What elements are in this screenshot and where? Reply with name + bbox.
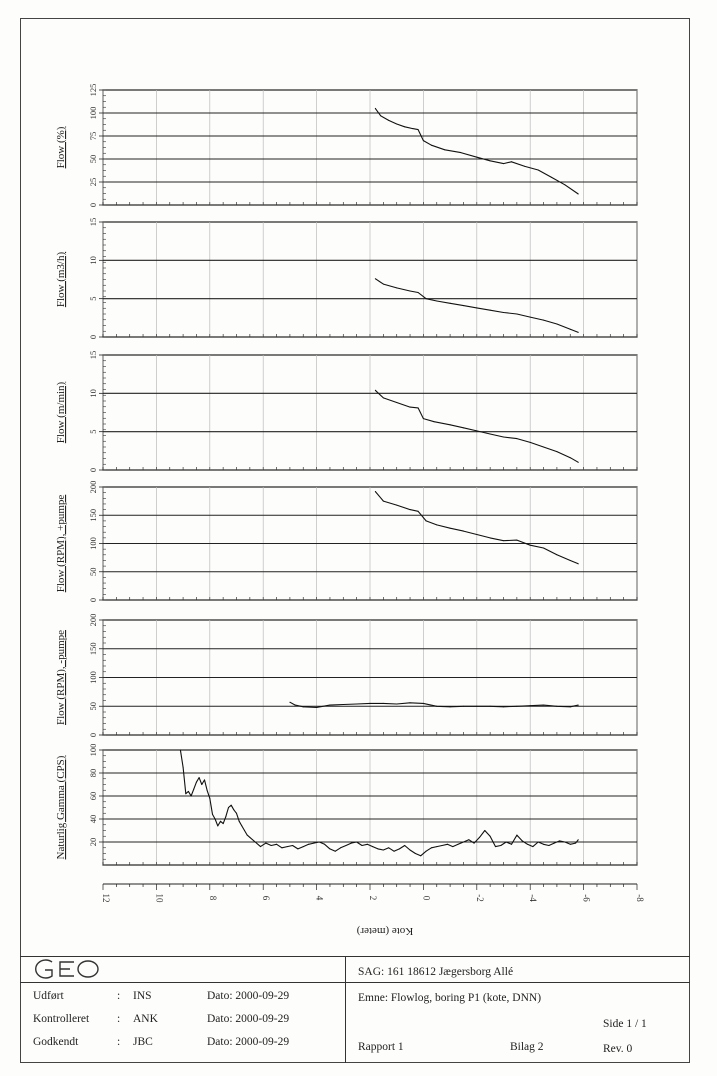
data-point — [506, 842, 507, 843]
data-point — [255, 842, 256, 843]
data-point — [538, 842, 539, 843]
role-colon: : — [117, 1036, 121, 1048]
data-point — [476, 307, 477, 308]
data-point — [388, 120, 389, 121]
y-tick-label: 100 — [88, 743, 98, 757]
footer-emne-line — [345, 982, 690, 983]
chart-panel — [55, 614, 637, 738]
data-point — [530, 545, 531, 546]
data-point — [490, 836, 491, 837]
data-point — [543, 705, 544, 706]
data-point — [490, 537, 491, 538]
data-point — [516, 438, 517, 439]
data-point — [233, 809, 234, 810]
data-point — [426, 851, 427, 852]
y-tick-label: 75 — [88, 131, 98, 141]
date: Dato: 2000-09-29 — [207, 990, 290, 1002]
x-tick-label: 10 — [154, 893, 165, 903]
x-axis-label: Kote (meter) — [356, 925, 414, 937]
data-point — [463, 531, 464, 532]
y-axis-label: Naturlig Gamma (CPS) — [55, 755, 67, 860]
data-point — [375, 108, 376, 109]
data-point — [404, 845, 405, 846]
data-point — [180, 750, 181, 751]
data-point — [423, 418, 424, 419]
data-point — [476, 157, 477, 158]
y-tick-label: 0 — [88, 467, 98, 473]
data-point — [260, 846, 261, 847]
data-point — [490, 433, 491, 434]
data-point — [556, 706, 557, 707]
data-point — [524, 166, 525, 167]
data-point — [516, 835, 517, 836]
data-point — [223, 823, 224, 824]
data-point — [410, 702, 411, 703]
data-point — [380, 115, 381, 116]
data-point — [532, 846, 533, 847]
data-point — [548, 845, 549, 846]
data-point — [281, 847, 282, 848]
data-point — [410, 509, 411, 510]
data-point — [578, 563, 579, 564]
data-point — [231, 805, 232, 806]
data-point — [249, 837, 250, 838]
y-tick-label: 20 — [88, 837, 98, 847]
data-point — [247, 835, 248, 836]
initials: JBC — [133, 1036, 153, 1048]
y-tick-label: 50 — [88, 567, 98, 576]
data-point — [503, 706, 504, 707]
data-point — [570, 844, 571, 845]
y-tick-label: 0 — [88, 732, 98, 738]
data-point — [556, 554, 557, 555]
data-point — [578, 705, 579, 706]
data-point — [201, 784, 202, 785]
data-point — [196, 782, 197, 783]
chart-panel — [55, 84, 637, 208]
data-point — [396, 505, 397, 506]
data-point — [490, 310, 491, 311]
y-tick-label: 50 — [88, 702, 98, 711]
data-point — [426, 298, 427, 299]
data-point — [295, 705, 296, 706]
data-point — [265, 843, 266, 844]
data-point — [570, 329, 571, 330]
y-tick-label: 100 — [88, 106, 98, 120]
x-axis — [101, 884, 645, 937]
role-colon: : — [117, 990, 121, 1002]
data-point — [289, 702, 290, 703]
data-point — [444, 149, 445, 150]
data-point — [383, 501, 384, 502]
geo-logo — [30, 958, 110, 980]
x-tick-label: -6 — [581, 894, 592, 902]
bilag-text: Bilag 2 — [510, 1041, 544, 1053]
footer-sag-line — [345, 956, 690, 957]
data-point — [415, 853, 416, 854]
data-point — [436, 706, 437, 707]
y-tick-label: 5 — [88, 429, 98, 434]
data-point — [340, 847, 341, 848]
footer-column-divider — [345, 956, 346, 1063]
data-point — [543, 447, 544, 448]
y-tick-label: 0 — [88, 334, 98, 340]
y-tick-label: 125 — [88, 83, 98, 97]
data-point — [530, 705, 531, 706]
data-point — [329, 848, 330, 849]
data-point — [460, 152, 461, 153]
data-point — [399, 848, 400, 849]
y-tick-label: 150 — [88, 508, 98, 522]
data-point — [570, 457, 571, 458]
y-tick-label: 200 — [88, 480, 98, 494]
data-point — [468, 839, 469, 840]
data-point — [503, 540, 504, 541]
date: Dato: 2000-09-29 — [207, 1036, 290, 1048]
data-point — [476, 706, 477, 707]
data-point — [185, 793, 186, 794]
data-point — [410, 850, 411, 851]
x-tick-label: -4 — [528, 894, 539, 902]
data-point — [442, 845, 443, 846]
side-text: Side 1 / 1 — [603, 1018, 647, 1030]
data-point — [458, 844, 459, 845]
data-point — [217, 825, 218, 826]
data-point — [356, 842, 357, 843]
data-point — [450, 706, 451, 707]
data-point — [404, 126, 405, 127]
data-point — [543, 548, 544, 549]
data-point — [450, 424, 451, 425]
data-point — [215, 819, 216, 820]
data-point — [207, 790, 208, 791]
x-tick-label: 6 — [261, 895, 272, 901]
data-point — [276, 844, 277, 845]
x-tick-label: 12 — [101, 893, 111, 903]
data-point — [426, 520, 427, 521]
data-point — [450, 303, 451, 304]
initials: INS — [133, 990, 152, 1002]
data-point — [420, 855, 421, 856]
data-point — [271, 845, 272, 846]
data-point — [244, 830, 245, 831]
data-point — [383, 397, 384, 398]
sag-text: SAG: 161 18612 Jægersborg Allé — [358, 966, 514, 978]
data-point — [503, 437, 504, 438]
y-axis-label: Flow (m/min) — [55, 381, 67, 444]
data-point — [228, 807, 229, 808]
data-point — [418, 129, 419, 130]
data-point — [570, 560, 571, 561]
data-point — [463, 706, 464, 707]
data-point — [556, 323, 557, 324]
data-point — [396, 402, 397, 403]
data-point — [474, 843, 475, 844]
data-point — [479, 837, 480, 838]
data-point — [418, 511, 419, 512]
data-point — [361, 845, 362, 846]
x-tick-label: 2 — [368, 895, 378, 901]
data-point — [324, 844, 325, 845]
y-tick-label: 200 — [88, 613, 98, 627]
data-point — [578, 462, 579, 463]
data-point — [431, 847, 432, 848]
chart-panel — [55, 351, 637, 472]
data-point — [476, 430, 477, 431]
data-point — [436, 524, 437, 525]
emne-text: Emne: Flowlog, boring P1 (kote, DNN) — [358, 992, 542, 1004]
data-point — [303, 706, 304, 707]
data-point — [410, 407, 411, 408]
data-point — [204, 779, 205, 780]
chart-panel — [55, 744, 637, 865]
rev-text: Rev. 0 — [603, 1043, 633, 1055]
data-point — [527, 844, 528, 845]
data-point — [292, 845, 293, 846]
data-point — [351, 843, 352, 844]
data-point — [370, 703, 371, 704]
data-point — [383, 703, 384, 704]
y-axis-label: Flow (m3/h) — [55, 251, 67, 308]
data-point — [578, 193, 579, 194]
data-point — [516, 314, 517, 315]
data-point — [423, 703, 424, 704]
data-point — [575, 843, 576, 844]
data-point — [564, 842, 565, 843]
data-point — [193, 789, 194, 790]
data-point — [490, 160, 491, 161]
y-axis-label: Flow (%) — [55, 126, 67, 169]
data-point — [394, 851, 395, 852]
data-point — [297, 848, 298, 849]
y-axis-label: Flow (RPM), -pumpe — [55, 629, 67, 726]
y-tick-label: 100 — [88, 671, 98, 684]
role-label: Kontrolleret — [33, 1013, 90, 1025]
x-tick-label: -8 — [635, 894, 645, 902]
data-point — [434, 421, 435, 422]
data-point — [303, 846, 304, 847]
data-point — [343, 704, 344, 705]
data-point — [463, 305, 464, 306]
data-point — [396, 124, 397, 125]
data-point — [551, 177, 552, 178]
data-point — [554, 843, 555, 844]
data-point — [225, 816, 226, 817]
data-point — [500, 845, 501, 846]
role-label: Udført — [33, 990, 64, 1002]
data-point — [511, 161, 512, 162]
data-point — [188, 791, 189, 792]
data-point — [423, 140, 424, 141]
role-colon: : — [117, 1013, 121, 1025]
y-axis-label: Flow (RPM), +pumpe — [55, 494, 67, 593]
y-tick-label: 80 — [88, 768, 98, 778]
data-point — [452, 846, 453, 847]
data-point — [287, 846, 288, 847]
data-point — [503, 163, 504, 164]
data-point — [463, 427, 464, 428]
data-point — [319, 842, 320, 843]
data-point — [522, 840, 523, 841]
data-point — [239, 821, 240, 822]
data-point — [316, 707, 317, 708]
data-point — [495, 846, 496, 847]
data-point — [511, 844, 512, 845]
data-point — [490, 706, 491, 707]
data-point — [556, 451, 557, 452]
y-tick-label: 40 — [88, 814, 98, 824]
data-point — [412, 128, 413, 129]
initials: ANK — [133, 1013, 158, 1025]
chart-panel — [55, 481, 637, 603]
data-point — [564, 184, 565, 185]
data-point — [199, 777, 200, 778]
rapport-text: Rapport 1 — [358, 1041, 404, 1053]
data-point — [191, 796, 192, 797]
data-point — [209, 798, 210, 799]
data-point — [313, 843, 314, 844]
data-point — [410, 291, 411, 292]
y-tick-label: 5 — [88, 296, 98, 301]
data-point — [543, 320, 544, 321]
y-tick-label: 15 — [88, 217, 98, 227]
data-point — [503, 312, 504, 313]
data-point — [241, 825, 242, 826]
data-point — [578, 839, 579, 840]
data-point — [388, 847, 389, 848]
data-point — [383, 284, 384, 285]
data-point — [559, 840, 560, 841]
chart-panel — [55, 218, 637, 339]
data-point — [396, 287, 397, 288]
data-series-line — [180, 750, 578, 856]
data-point — [436, 300, 437, 301]
data-point — [329, 705, 330, 706]
data-point — [372, 846, 373, 847]
data-point — [516, 706, 517, 707]
data-point — [236, 813, 237, 814]
data-point — [418, 292, 419, 293]
data-point — [578, 332, 579, 333]
data-point — [484, 830, 485, 831]
data-point — [530, 317, 531, 318]
data-point — [220, 821, 221, 822]
data-point — [436, 846, 437, 847]
data-point — [431, 145, 432, 146]
y-tick-label: 10 — [88, 256, 98, 265]
data-point — [450, 528, 451, 529]
data-point — [530, 442, 531, 443]
data-point — [356, 703, 357, 704]
data-point — [418, 407, 419, 408]
data-point — [447, 844, 448, 845]
x-tick-label: 8 — [207, 895, 218, 901]
y-tick-label: 25 — [88, 177, 98, 187]
data-point — [335, 851, 336, 852]
data-point — [308, 844, 309, 845]
y-tick-label: 15 — [88, 350, 98, 360]
data-point — [345, 845, 346, 846]
data-point — [463, 842, 464, 843]
date: Dato: 2000-09-29 — [207, 1013, 290, 1025]
y-tick-label: 100 — [88, 537, 98, 550]
x-tick-label: 0 — [421, 895, 432, 901]
data-point — [378, 848, 379, 849]
y-tick-label: 0 — [88, 202, 98, 208]
data-point — [543, 844, 544, 845]
data-point — [476, 534, 477, 535]
data-point — [396, 703, 397, 704]
data-point — [375, 278, 376, 279]
y-tick-label: 50 — [88, 154, 98, 164]
data-point — [383, 850, 384, 851]
data-point — [516, 540, 517, 541]
data-point — [212, 814, 213, 815]
role-label: Godkendt — [33, 1036, 79, 1048]
y-tick-label: 60 — [88, 791, 98, 801]
data-point — [183, 767, 184, 768]
x-tick-label: 4 — [314, 895, 325, 901]
data-point — [375, 491, 376, 492]
y-tick-label: 0 — [88, 597, 98, 603]
data-point — [375, 390, 376, 391]
x-tick-label: -2 — [474, 894, 485, 902]
data-point — [538, 170, 539, 171]
data-point — [570, 706, 571, 707]
data-point — [367, 844, 368, 845]
y-tick-label: 10 — [88, 389, 98, 398]
y-tick-label: 150 — [88, 642, 98, 656]
